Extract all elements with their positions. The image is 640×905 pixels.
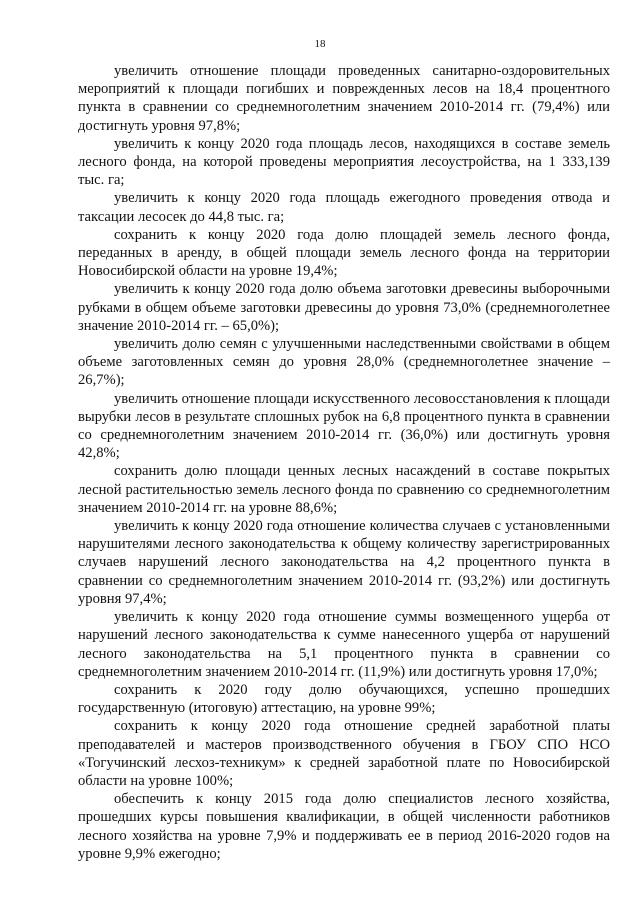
paragraph-students-certification: сохранить к 2020 году долю обучающихся, успешно прошедших государственную (итоговую) аттестацию, на уровне 99%; bbox=[78, 681, 610, 717]
paragraph-damage-compensation-ratio: увеличить к концу 2020 года отношение суммы возмещенного ущерба от нарушений лесного законодательства к сумме нанесенного ущерба от нарушений лесного законодательства на 5,1 процентного пункта в сравнении со среднемноголетним значением 2010-2014 гг. (11,9%) или достигнуть уровня 17,0%; bbox=[78, 609, 610, 680]
paragraph-specialist-training-share: обеспечить к концу 2015 года долю специалистов лесного хозяйства, прошедших курсы повышения квалификации, в общей численности работников лесного хозяйства на уровне 7,9% и поддерживать ее в период 2016-2020 годов на уровне 9,9% ежегодно; bbox=[78, 791, 610, 862]
paragraph-teacher-salary-ratio: сохранить к концу 2020 года отношение средней заработной платы преподавателей и мастеров производственного обучения в ГБОУ СПО НСО «Тогучинский лесхоз-техникум» к средней заработной плате по Новосибирской области на уровне 100%; bbox=[78, 718, 610, 789]
body-text bbox=[78, 62, 610, 863]
paragraph-leased-land-share: сохранить к концу 2020 года долю площадей земель лесного фонда, переданных в аренду, в общей площади земель лесного фонда на территории Новосибирской области на уровне 19,4%; bbox=[78, 226, 610, 280]
paragraph-sanitary-measures: увеличить отношение площади проведенных санитарно-оздоровительных мероприятий к площади погибших и поврежденных лесов на 18,4 процентного пункта в сравнении со среднемноголетним значением 2010-2014 гг. (79,4%) или достигнуть уровня 97,8%; bbox=[78, 63, 610, 134]
paragraph-reforestation-ratio: увеличить отношение площади искусственного лесовосстановления к площади вырубки лесов в результате сплошных рубок на 6,8 процентного пункта в сравнении со среднемноголетним значением 2010-2014 гг. (36,0%) или достигнуть уровня 42,8%; bbox=[78, 390, 610, 462]
paragraph-identified-violators-ratio: увеличить к концу 2020 года отношение количества случаев с установленными нарушителями лесного законодательства к общему количеству зарегистрированных случаев нарушений лесного законодательства на 4,2 процентного пункта в сравнении со среднемноголетним значением 2010-2014 гг. (93,2%) или достигнуть уровня 97,4%; bbox=[78, 518, 610, 607]
paragraph-selective-logging-share: увеличить к концу 2020 года долю объема заготовки древесины выборочными рубками в общем объеме заготовки древесины до уровня 73,0% (среднемноголетнее значение 2010-2014 гг. – 65,0%); bbox=[78, 281, 610, 334]
paragraph-improved-seeds-share: увеличить долю семян с улучшенными наследственными свойствами в общем объеме заготовленных семян до уровня 28,0% (среднемноголетнее значение – 26,7%); bbox=[78, 336, 610, 389]
paragraph-valuable-stands-share: сохранить долю площади ценных лесных насаждений в составе покрытых лесной растительностью земель лесного фонда по сравнению со среднемноголетним значением 2010-2014 гг. на уровне 88,6%; bbox=[78, 463, 610, 516]
page-number: 18 bbox=[314, 38, 326, 50]
paragraph-cutting-area-allocation: увеличить к концу 2020 года площадь ежегодного проведения отвода и таксации лесосек до 44,8 тыс. га; bbox=[78, 190, 610, 225]
paragraph-forest-management-area: увеличить к концу 2020 года площадь лесов, находящихся в составе земель лесного фонда, на которой проведены мероприятия лесоустройства, на 1 333,139 тыс. га; bbox=[78, 135, 610, 189]
